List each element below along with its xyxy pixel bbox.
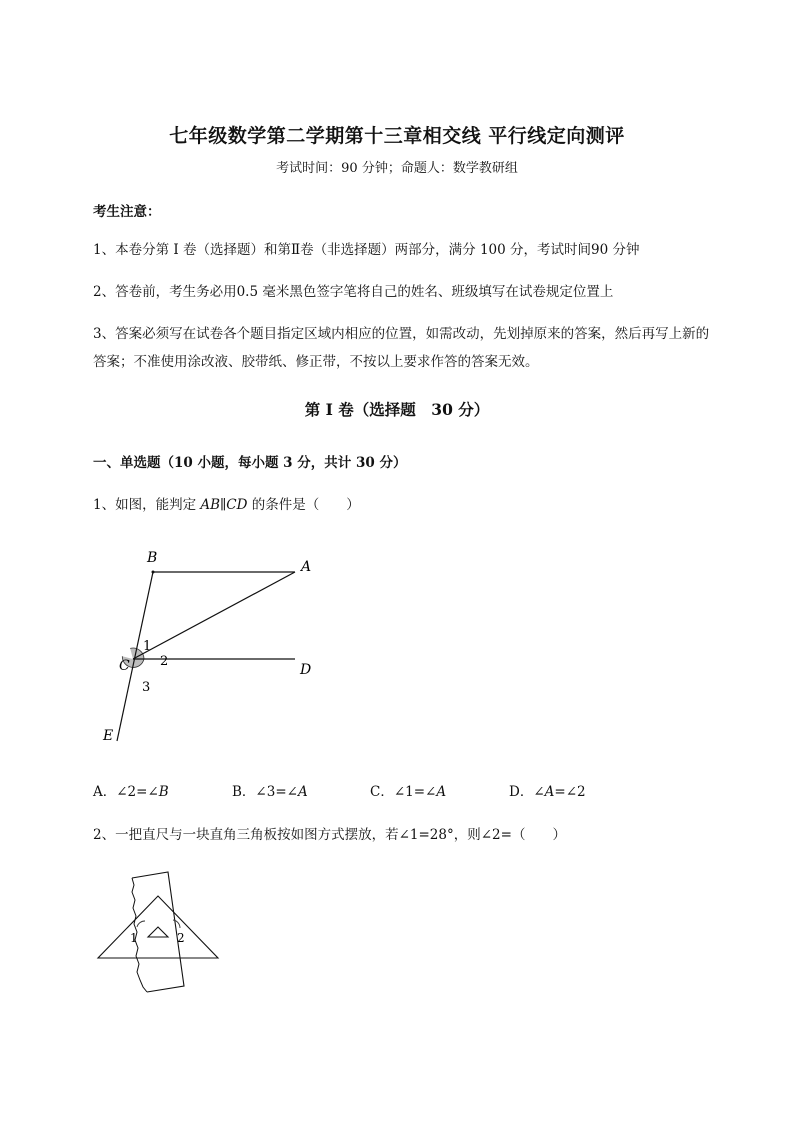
label-a: A xyxy=(301,559,312,575)
segment-ac xyxy=(133,572,295,659)
triangle-inner xyxy=(148,927,168,937)
option-c-var: A xyxy=(436,784,447,800)
section-title: 第 I 卷（选择题 30 分） xyxy=(304,400,490,419)
label-angle-3: 3 xyxy=(142,680,151,695)
label-angle-1: 1 xyxy=(130,931,138,945)
question-1-prefix: 1、如图，能判定 xyxy=(93,497,201,513)
option-b-var: A xyxy=(297,784,308,800)
label-e: E xyxy=(103,728,114,744)
option-a[interactable]: A．∠2=∠B xyxy=(93,784,169,800)
option-d-var: A xyxy=(544,784,555,800)
notice-item-3: 3、答案必须写在试卷各个题目指定区域内相应的位置，如需改动，先划掉原来的答案，然后再写上新的答案；不准使用涂改液、胶带纸、修正带，不按以上要求作答的答案无效。 xyxy=(93,326,710,370)
page-subtitle: 考试时间：90 分钟；命题人：数学教研组 xyxy=(276,161,518,176)
question-1-suffix: 的条件是（ ） xyxy=(247,497,360,513)
question-1-figure xyxy=(95,545,335,750)
option-d[interactable]: D．∠A=∠2 xyxy=(509,784,586,800)
question-2: 2、一把直尺与一块直角三角板按如图方式摆放，若∠1=28°，则∠2=（ ） xyxy=(93,827,566,843)
part-heading: 一、单选题（10 小题，每小题 3 分，共计 30 分） xyxy=(93,455,407,471)
question-1 xyxy=(93,493,360,513)
label-d: D xyxy=(300,662,312,678)
notice-item-2: 2、答卷前，考生务必用0.5 毫米黑色签字笔将自己的姓名、班级填写在试卷规定位置上 xyxy=(93,284,614,300)
label-b: B xyxy=(147,550,158,566)
point-b xyxy=(152,571,155,574)
label-angle-1: 1 xyxy=(143,639,152,654)
notice-item-1: 1、本卷分第 I 卷（选择题）和第Ⅱ卷（非选择题）两部分，满分 100 分，考试时间90 分钟 xyxy=(93,242,640,258)
label-angle-2: 2 xyxy=(160,654,169,669)
label-angle-2: 2 xyxy=(177,931,185,945)
question-2-figure xyxy=(95,870,225,998)
page-title: 七年级数学第二学期第十三章相交线 平行线定向测评 xyxy=(169,125,625,147)
label-c: C xyxy=(119,658,130,674)
angle-2-arc xyxy=(173,920,180,928)
option-a-var: B xyxy=(158,784,169,800)
notice-heading: 考生注意： xyxy=(93,204,161,220)
option-b[interactable]: B．∠3=∠A xyxy=(232,784,308,800)
angle-1-arc xyxy=(137,921,145,927)
question-1-math: AB∥CD xyxy=(200,497,248,513)
option-c[interactable]: C．∠1=∠A xyxy=(370,784,447,800)
